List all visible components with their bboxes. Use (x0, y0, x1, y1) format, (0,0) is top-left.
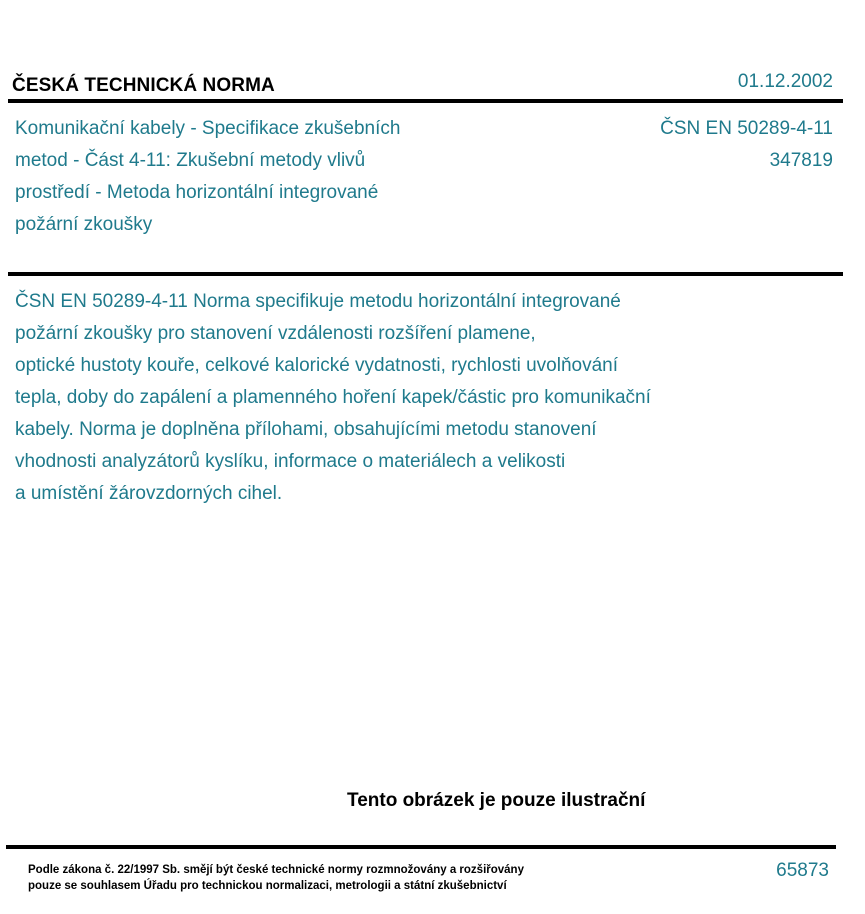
standard-title-line: požární zkoušky (15, 214, 153, 235)
document-header-title: ČESKÁ TECHNICKÁ NORMA (12, 75, 275, 96)
copyright-notice (28, 862, 524, 894)
copyright-notice-line: Podle zákona č. 22/1997 Sb. smějí být české technické normy rozmnožovány a rozšiřovány (28, 864, 524, 876)
footer-rule (6, 845, 836, 849)
abstract-line: kabely. Norma je doplněna přílohami, obsahujícími metodu stanovení (15, 419, 597, 440)
abstract-line: ČSN EN 50289-4-11 Norma specifikuje metodu horizontální integrované (15, 291, 621, 312)
header-rule (8, 99, 843, 103)
standard-title-line: prostředí - Metoda horizontální integrované (15, 182, 379, 203)
abstract-line: optické hustoty kouře, celkové kalorické vydatnosti, rychlosti uvolňování (15, 355, 619, 376)
document-date: 01.12.2002 (737, 71, 833, 92)
catalog-number: 65873 (776, 860, 829, 881)
standard-title (15, 113, 475, 241)
standard-codes (660, 113, 833, 177)
classification-code: 347819 (769, 150, 833, 171)
standard-code: ČSN EN 50289-4-11 (660, 118, 833, 139)
standard-title-line: Komunikační kabely - Specifikace zkušebních (15, 118, 401, 139)
abstract-line: a umístění žárovzdorných cihel. (15, 483, 283, 504)
illustration-note: Tento obrázek je pouze ilustrační (347, 790, 646, 811)
standard-title-line: metod - Část 4-11: Zkušební metody vlivů (15, 150, 366, 171)
abstract-line: požární zkoušky pro stanovení vzdálenosti rozšíření plamene, (15, 323, 536, 344)
section-rule (8, 272, 843, 276)
abstract-line: tepla, doby do zapálení a plamenného hoření kapek/částic pro komunikační (15, 387, 651, 408)
abstract-line: vhodnosti analyzátorů kyslíku, informace o materiálech a velikosti (15, 451, 566, 472)
copyright-notice-line: pouze se souhlasem Úřadu pro technickou normalizaci, metrologii a státní zkušebnictví (28, 880, 507, 892)
abstract-text (15, 286, 745, 510)
